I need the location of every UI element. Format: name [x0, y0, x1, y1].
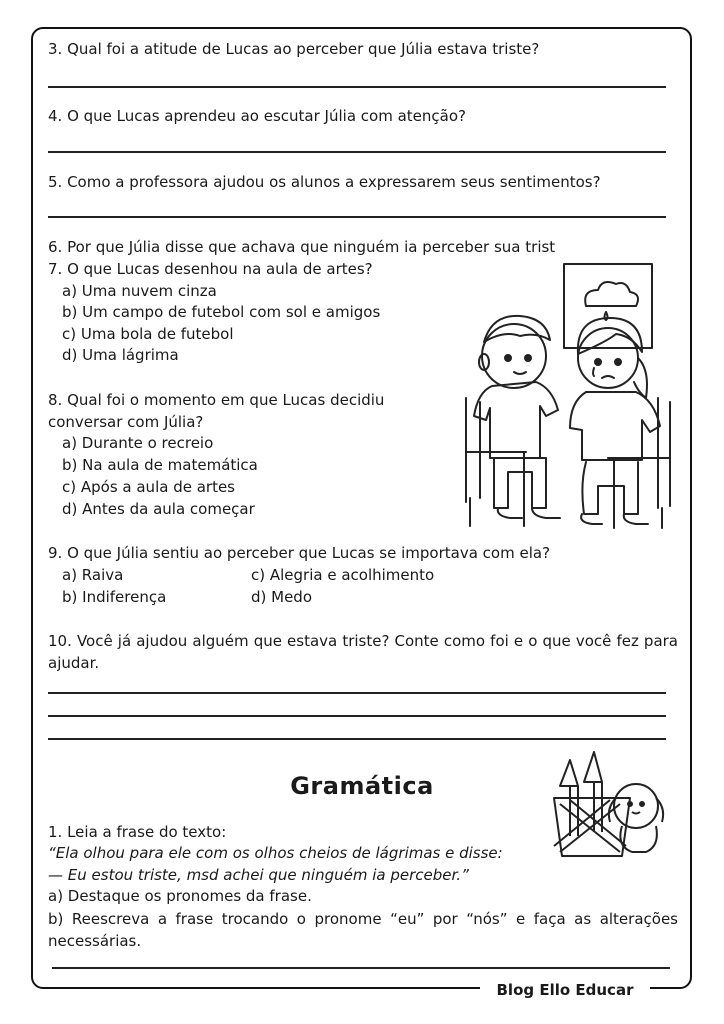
section-title: Gramática [290, 772, 434, 800]
q9-option-c[interactable]: c) Alegria e acolhimento [251, 566, 435, 584]
question-8-line2: conversar com Júlia? [48, 413, 204, 431]
answer-line[interactable] [48, 216, 666, 218]
q9-option-d[interactable]: d) Medo [251, 588, 313, 606]
question-7: 7. O que Lucas desenhou na aula de artes? [48, 260, 373, 278]
children-illustration [458, 262, 680, 534]
question-6: 6. Por que Júlia disse que achava que ninguém ia perceber sua trist [48, 238, 556, 256]
answer-line[interactable] [48, 151, 666, 153]
question-4: 4. O que Lucas aprendeu ao escutar Júlia com atenção? [48, 107, 466, 125]
answer-line[interactable] [48, 738, 666, 740]
task-a: a) Destaque os pronomes da frase. [48, 887, 312, 905]
q7-option-c[interactable]: c) Uma bola de futebol [62, 325, 234, 343]
question-3: 3. Qual foi a atitude de Lucas ao perceber que Júlia estava triste? [48, 40, 540, 58]
q7-option-b[interactable]: b) Um campo de futebol com sol e amigos [62, 303, 381, 321]
answer-line[interactable] [48, 692, 666, 694]
grammar-item-1: 1. Leia a frase do texto: [48, 823, 227, 841]
task-b: b) Reescreva a frase trocando o pronome “eu” por “nós” e faça as alterações necessárias. [48, 910, 678, 950]
q8-option-a[interactable]: a) Durante o recreio [62, 434, 214, 452]
footer-brand: Blog Ello Educar [480, 979, 650, 1001]
q8-option-c[interactable]: c) Após a aula de artes [62, 478, 235, 496]
q7-option-a[interactable]: a) Uma nuvem cinza [62, 282, 217, 300]
answer-line[interactable] [48, 715, 666, 717]
question-8-line1: 8. Qual foi o momento em que Lucas decidiu [48, 391, 385, 409]
answer-line[interactable] [48, 86, 666, 88]
question-9: 9. O que Júlia sentiu ao perceber que Lucas se importava com ela? [48, 544, 551, 562]
q8-option-d[interactable]: d) Antes da aula começar [62, 500, 255, 518]
q8-option-b[interactable]: b) Na aula de matemática [62, 456, 258, 474]
answer-line[interactable] [52, 967, 670, 969]
question-5: 5. Como a professora ajudou os alunos a expressarem seus sentimentos? [48, 173, 601, 191]
question-10: 10. Você já ajudou alguém que estava triste? Conte como foi e o que você fez para ajudar. [48, 632, 678, 672]
pencil-cup-icon [550, 742, 678, 860]
quote-line-2: — Eu estou triste, msd achei que ninguém ia perceber.” [48, 866, 469, 884]
q9-option-b[interactable]: b) Indiferença [62, 588, 167, 606]
q7-option-d[interactable]: d) Uma lágrima [62, 346, 179, 364]
quote-line-1: “Ela olhou para ele com os olhos cheios de lágrimas e disse: [48, 844, 503, 862]
q9-option-a[interactable]: a) Raiva [62, 566, 124, 584]
